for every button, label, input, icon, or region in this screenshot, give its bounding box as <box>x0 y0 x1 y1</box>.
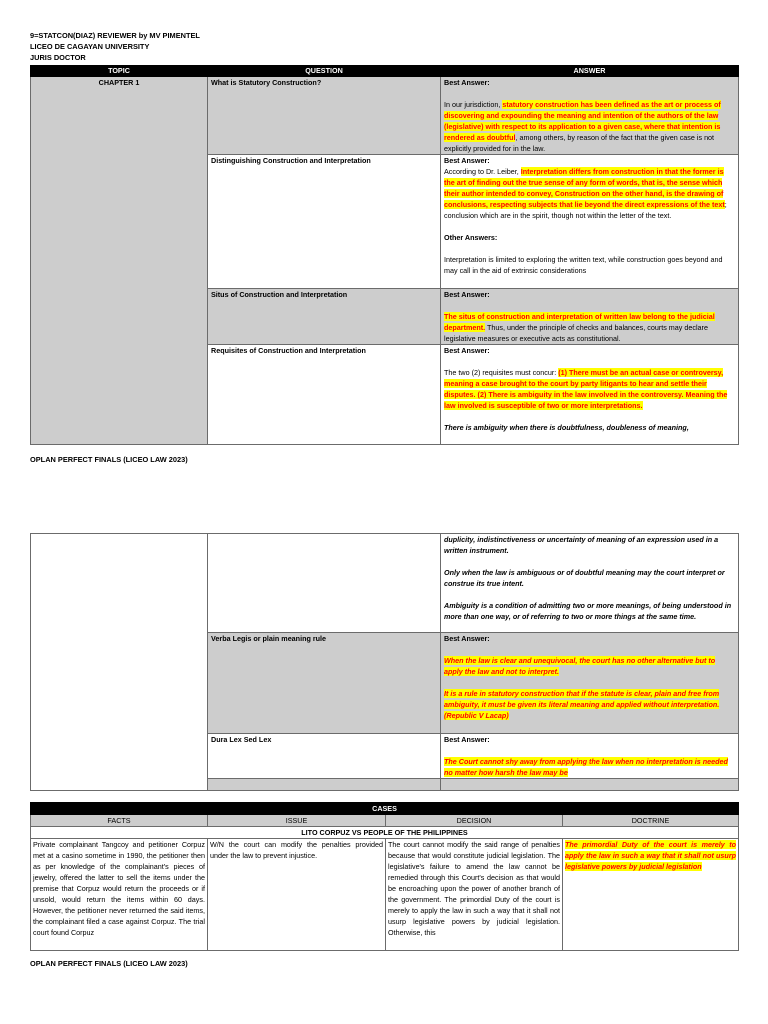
empty-question-cell <box>208 779 441 791</box>
answer-segment: The two (2) requisites must concur: <box>444 368 559 377</box>
case-detail-row <box>31 839 739 951</box>
ambiguity-note: There is ambiguity when there is doubtfulness, doubleness of meaning, <box>444 423 689 432</box>
spacer <box>444 589 735 600</box>
answer-text <box>444 655 735 677</box>
facts-cell: Private complainant Tangcoy and petitioner Corpuz met at a casino sometime in 1990, the petitioner then as per knowledge of the complainant's pieces of jewelry, offered the latter to sell the items under the premise that Corpuz would return the proceeds or if unsold, would return the items within 60 days. However, the petitioner never returned the said items, the complainant filed a case against Corpuz. The trial court found Corpuz <box>31 839 208 951</box>
empty-topic-cell <box>31 534 208 791</box>
best-answer-label: Best Answer: <box>444 735 490 744</box>
other-answers-label: Other Answers: <box>444 233 498 242</box>
column-header-issue: ISSUE <box>208 815 386 827</box>
answer-segment: Thus, under the principle of checks and balances, courts may declare legislative measures or executive acts as constitutional. <box>444 323 708 343</box>
highlighted-answer: The Court cannot shy away from applying the law when no interpretation is needed no matter how harsh the law may be <box>444 757 728 777</box>
answer-cell <box>441 155 739 289</box>
spacer <box>444 644 735 655</box>
column-header-question: QUESTION <box>208 66 441 77</box>
answer-cell <box>441 289 739 345</box>
answer-text <box>444 166 735 221</box>
best-answer-label: Best Answer: <box>444 634 490 643</box>
reviewer-title: 9=STATCON(DIAZ) REVIEWER by MV PIMENTEL <box>30 31 200 40</box>
column-header-decision: DECISION <box>386 815 563 827</box>
answer-segment: , among others, by reason of the fact that the given case is not explicitly provided for in the law. <box>444 133 715 153</box>
table-row <box>31 534 739 633</box>
column-header-doctrine: DOCTRINE <box>563 815 739 827</box>
highlighted-answer: It is a rule in statutory construction that if the statute is clear, plain and free from ambiguity, it must be given its literal meaning and applied without interpretation. (Republic V Lacap) <box>444 689 720 720</box>
page-1 <box>30 30 738 465</box>
best-answer-label: Best Answer: <box>444 346 490 355</box>
case-name-row <box>31 827 739 839</box>
question-cell: Dura Lex Sed Lex <box>208 734 441 779</box>
spacer <box>444 243 735 254</box>
ambiguity-note: Ambiguity is a condition of admitting two or more meanings, of being understood in more than one way, or of referring to two or more things at the same time. <box>444 601 732 621</box>
other-answer-text: Interpretation is limited to exploring the written text, while construction goes beyond and may call in the aid of extrinsic considerations <box>444 255 723 275</box>
answer-cell <box>441 734 739 779</box>
question-cell: What is Statutory Construction? <box>208 77 441 155</box>
table-row <box>31 77 739 155</box>
reviewer-header-row <box>31 66 739 77</box>
highlighted-answer: statutory construction has been defined as the art or process of discovering and expounding the meaning and intention of the authors of the law (legislative) with respect to its application to a given case, where that intention is rendered as doubtful <box>444 100 721 142</box>
best-answer-label: Best Answer: <box>444 78 490 87</box>
answer-cell <box>441 345 739 445</box>
empty-question-cell <box>208 534 441 633</box>
spacer <box>444 745 735 756</box>
answer-segment: ; conclusion which are in the spirit, though not within the letter of the text. <box>444 200 727 220</box>
spacer <box>444 356 735 367</box>
highlighted-doctrine: The primordial Duty of the court is merely to apply the law in such a way that it shall not usurp legislative powers by judicial legislation <box>565 840 737 871</box>
ambiguity-note: Only when the law is ambiguous or of doubtful meaning may the court interpret or construe its true intent. <box>444 568 725 588</box>
ambiguity-note: duplicity, indistinctiveness or uncertainty of meaning of an expression used in a written instrument. <box>444 535 719 555</box>
answer-text <box>444 367 735 411</box>
question-cell: Distinguishing Construction and Interpretation <box>208 155 441 289</box>
spacer <box>444 221 735 232</box>
highlighted-answer: Interpretation differs from construction in that the former is the art of finding out the true sense of any form of words, that is, the sense which their author intended to convey, Construction on the other hand, is the drawing of conclusions, respecting subjects that lie beyond the direct expressions of the text <box>444 167 725 209</box>
answer-text <box>444 99 735 154</box>
answer-cell <box>441 633 739 734</box>
column-header-topic: TOPIC <box>31 66 208 77</box>
column-header-answer: ANSWER <box>441 66 739 77</box>
document-header <box>30 30 738 63</box>
answer-cell <box>441 534 739 633</box>
answer-text <box>444 688 735 721</box>
question-cell: Situs of Construction and Interpretation <box>208 289 441 345</box>
page-2 <box>30 533 738 969</box>
page-footer: OPLAN PERFECT FINALS (LICEO LAW 2023) <box>30 455 188 464</box>
answer-segment: In our jurisdiction, <box>444 100 503 109</box>
spacer <box>444 411 735 422</box>
issue-cell: W/N the court can modify the penalties provided under the law to prevent injustice. <box>208 839 386 951</box>
answer-text <box>444 756 735 778</box>
page-footer: OPLAN PERFECT FINALS (LICEO LAW 2023) <box>30 959 188 968</box>
best-answer-label: Best Answer: <box>444 290 490 299</box>
doctrine-cell <box>563 839 739 951</box>
question-cell: Verba Legis or plain meaning rule <box>208 633 441 734</box>
university-name: LICEO DE CAGAYAN UNIVERSITY <box>30 42 150 51</box>
spacer <box>444 88 735 99</box>
reviewer-table-continued <box>30 533 739 791</box>
spacer <box>444 677 735 688</box>
cases-title-row <box>31 803 739 815</box>
answer-cell <box>441 77 739 155</box>
highlighted-answer: When the law is clear and unequivocal, the court has no other alternative but to apply the law and not to interpret. <box>444 656 716 676</box>
best-answer-label: Best Answer: <box>444 156 490 165</box>
highlighted-answer: The situs of construction and interpretation of written law belong to the judicial department. <box>444 312 715 332</box>
column-header-facts: FACTS <box>31 815 208 827</box>
empty-answer-cell <box>441 779 739 791</box>
cases-title: CASES <box>31 803 739 815</box>
answer-text <box>444 311 735 344</box>
spacer <box>444 556 735 567</box>
answer-segment: According to Dr. Leiber, <box>444 167 521 176</box>
decision-cell: The court cannot modify the said range of penalties because that would constitute judicial legislation. The legislative's failure to amend the law cannot be remedied through this Court's decision as that would be encroaching upon the power of another branch of the government. The primordial Duty of the court is merely to apply the law in such a way that it shall not usurp legislative powers by judicial legislation. Otherwise, this <box>386 839 563 951</box>
case-name: LITO CORPUZ VS PEOPLE OF THE PHILIPPINES <box>31 827 739 839</box>
spacer <box>444 300 735 311</box>
topic-cell: CHAPTER 1 <box>31 77 208 445</box>
reviewer-table <box>30 65 739 445</box>
cases-header-row <box>31 815 739 827</box>
program-name: JURIS DOCTOR <box>30 53 86 62</box>
highlighted-answer: (1) There must be an actual case or controversy, meaning a case brought to the court by party litigants to hear and settle their disputes. (2) There is ambiguity in the law involved in the controversy. Meaning the law involved is susceptible of two or more interpretations. <box>444 368 728 410</box>
question-cell: Requisites of Construction and Interpretation <box>208 345 441 445</box>
cases-table <box>30 802 739 951</box>
